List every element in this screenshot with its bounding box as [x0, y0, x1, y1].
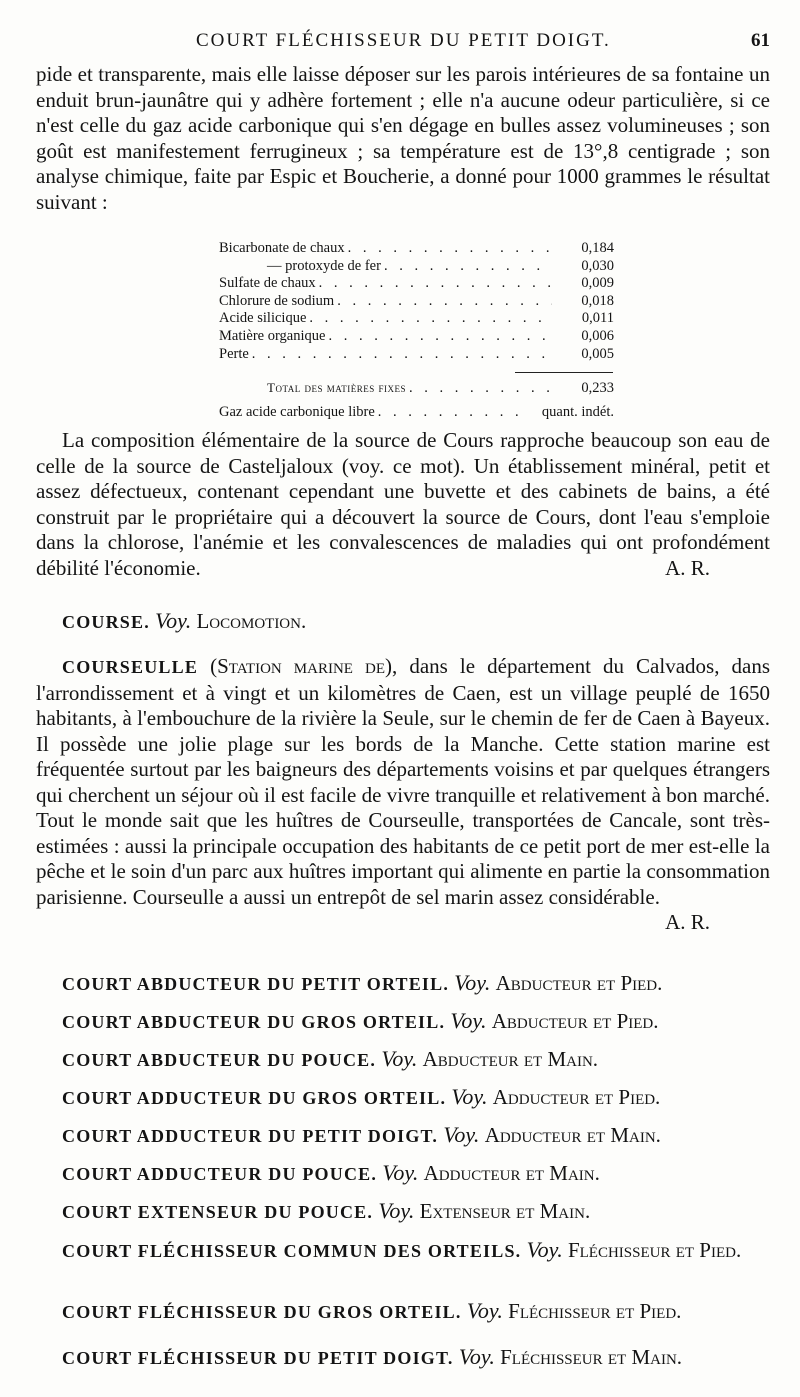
cross-reference: Adducteur et Pied.: [492, 1085, 661, 1109]
ref-entry: [36, 966, 796, 1001]
ref-entry: [36, 1340, 796, 1375]
cross-reference: Adducteur et Main.: [484, 1123, 661, 1147]
ref-entry: [36, 1004, 796, 1039]
analysis-row: [219, 293, 614, 311]
ref-entry: [36, 1236, 770, 1265]
headword: COURT ADDUCTEUR DU GROS ORTEIL.: [62, 1088, 447, 1108]
entry-courseulle: [36, 654, 770, 936]
page-number: 61: [751, 30, 770, 51]
headword: COURT EXTENSEUR DU POUCE.: [62, 1202, 374, 1222]
ref-entry: [36, 1156, 796, 1191]
headword: COURT ABDUCTEUR DU PETIT ORTEIL.: [62, 974, 450, 994]
headword: COURT ADDUCTEUR DU POUCE.: [62, 1164, 378, 1184]
headword: COURSEULLE: [62, 657, 199, 677]
cross-reference: Extenseur et Main.: [419, 1199, 591, 1223]
voy-label: Voy.: [443, 1122, 480, 1147]
ref-entry: [36, 1080, 796, 1115]
cross-reference: Fléchisseur et Main.: [500, 1345, 683, 1369]
analysis-value: 0,009: [581, 275, 614, 292]
analysis-value: 0,005: [581, 345, 614, 362]
voy-label: Voy.: [155, 608, 192, 633]
analysis-name: Sulfate de chaux: [219, 275, 316, 292]
headword: COURT FLÉCHISSEUR DU GROS ORTEIL.: [62, 1302, 462, 1322]
gas-row: [219, 404, 614, 422]
voy-label: Voy.: [454, 970, 491, 995]
continued-paragraph: pide et transparente, mais elle laisse déposer sur les parois intérieures de sa fontaine un enduit brun-jaunâtre qui y adhère fortement ; elle n'a aucune odeur particulière, si ce n'est celle du gaz acide carbonique qui s'en dégage en bulles assez volumineuses ; son goût est manifestement ferrugineux ; sa température est de 13°,8 centigrade ; son analyse chimique, faite par Espic et Boucherie, a donné pour 1000 grammes le résultat suivant :: [36, 62, 770, 214]
cross-reference: Adducteur et Main.: [423, 1161, 600, 1185]
headword: COURT FLÉCHISSEUR COMMUN DES ORTEILS.: [62, 1241, 522, 1261]
analysis-value: 0,018: [581, 292, 614, 309]
gas-value: quant. indét.: [541, 403, 614, 420]
analysis-row: [219, 240, 614, 258]
analysis-name: Bicarbonate de chaux: [219, 240, 345, 256]
entry-course: [36, 604, 796, 639]
analysis-value: 0,030: [581, 257, 614, 274]
analysis-name: Matière organique: [219, 327, 326, 344]
analysis-name: Acide silicique: [219, 310, 307, 327]
analysis-row: [219, 310, 614, 328]
voy-label: Voy.: [466, 1298, 503, 1323]
analysis-value: 0,011: [581, 310, 614, 327]
cross-reference: Fléchisseur et Pied.: [567, 1238, 742, 1262]
total-label: Total des matières fixes: [267, 380, 406, 396]
courseulle-text: , dans le département du Calvados, dans l'arrondissement et à vingt et un kilomètres de Caen, est un village peuplé de 1650 habitants, à l'embouchure de la rivière la Seule, sur le chemin de fer de Caen à Bayeux. Il possède une jolie plage sur les bords de la Manche. Cette station marine est fréquentée surtout par les baigneurs des départements voisins et par quelques étrangers qui cherchent un séjour où il est facile de vivre tranquille et relativement à bon marché. Tout le monde sait que les huîtres de Courseulle, transportées de Cancale, sont très-estimées : aussi la principale occupation des habitants de ce petit port de mer est-elle la pêche et le soin d'un parc aux huîtres important qui alimente en partie la consommation parisienne. Courseulle a aussi un entrepôt de sel marin assez considérable.: [36, 654, 771, 909]
headword: COURT FLÉCHISSEUR DU PETIT DOIGT.: [62, 1348, 454, 1368]
voy-label: Voy.: [450, 1008, 487, 1033]
headword: COURT ABDUCTEUR DU POUCE.: [62, 1050, 377, 1070]
analysis-row: [219, 275, 614, 293]
voy-label: Voy.: [458, 1344, 495, 1369]
ref-entry: [36, 1118, 796, 1153]
analysis-row: [219, 346, 614, 364]
chemical-analysis-table: [219, 240, 614, 421]
cours-paragraph: [36, 428, 770, 581]
analysis-value: 0,006: [581, 327, 614, 344]
author-signature: A. R.: [665, 555, 710, 580]
analysis-row: [219, 328, 614, 346]
total-row: [219, 379, 614, 398]
voy-label: Voy.: [526, 1237, 563, 1262]
headword: COURT ADDUCTEUR DU PETIT DOIGT.: [62, 1126, 439, 1146]
voy-label: Voy.: [382, 1160, 419, 1185]
analysis-name: Chlorure de sodium: [219, 292, 335, 309]
analysis-name: — protoxyde de fer: [267, 257, 381, 274]
voy-label: Voy.: [451, 1084, 488, 1109]
gas-label: Gaz acide carbonique libre: [219, 403, 375, 420]
cross-reference: Fléchisseur et Pied.: [508, 1299, 682, 1323]
ref-entry: [36, 1042, 796, 1077]
cross-reference: Abducteur et Main.: [422, 1047, 599, 1071]
headword-qualifier: (Station marine de): [210, 654, 393, 678]
ref-entry: [36, 1194, 796, 1229]
cours-text: La composition élémentaire de la source de Cours rapproche beaucoup son eau de celle de la source de Casteljaloux (voy. ce mot). Un établissement minéral, petit et assez défectueux, contenant cependant une buvette et des cabinets de bains, a été construit par le propriétaire qui a découvert la source de Cours, dont l'eau s'emploie dans la chlorose, l'anémie et les convalescences de maladies qui ont profondément débilité l'économie.: [36, 428, 770, 580]
headword: COURT ABDUCTEUR DU GROS ORTEIL.: [62, 1012, 446, 1032]
total-value: 0,233: [581, 380, 614, 397]
headword: COURSE.: [62, 612, 150, 632]
running-title: COURT FLÉCHISSEUR DU PETIT DOIGT.: [196, 30, 611, 51]
author-signature: A. R.: [665, 910, 710, 934]
running-header: [36, 30, 770, 60]
analysis-name: Perte: [219, 345, 249, 362]
cross-reference: Abducteur et Pied.: [495, 971, 663, 995]
ref-entry: [36, 1294, 796, 1329]
analysis-value: 0,184: [581, 240, 614, 256]
analysis-row: [219, 258, 614, 276]
total-rule: [515, 372, 613, 373]
voy-label: Voy.: [378, 1198, 415, 1223]
voy-label: Voy.: [381, 1046, 418, 1071]
cross-reference: Abducteur et Pied.: [491, 1009, 659, 1033]
cross-reference: Locomotion.: [196, 609, 307, 633]
